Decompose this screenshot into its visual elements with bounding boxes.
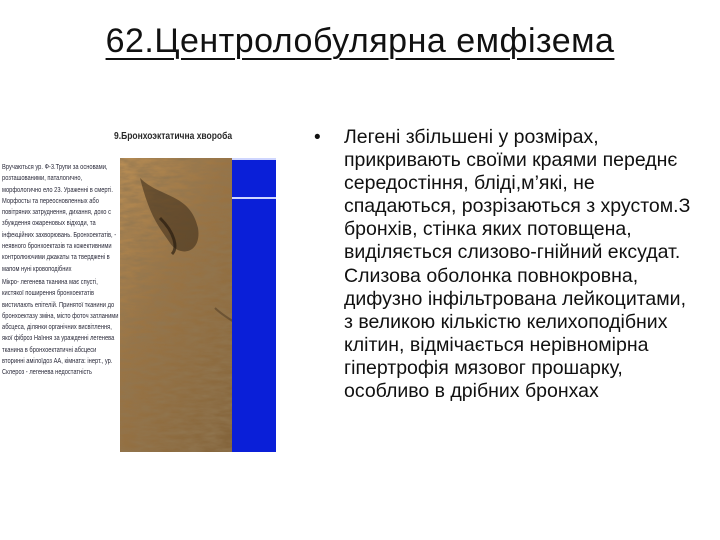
bullet-marker: • <box>314 127 321 148</box>
blue-panel-line <box>232 158 276 160</box>
figure-caption: 9.Бронхоэктатична хворобa <box>114 131 233 142</box>
bullet-text: Легені збільшені у розмірах, прикривають своїми краями переднє середостіння, блідi,м’які, не спадаються, розрізаються з хрустом.З бронхів, стінка яких потовщена, виділяється слизово-гнійний ексудат. Слизова оболонка повнокровна, дифузно інфільтрована лейкоцитами, з великою кількістю келихоподібних клітин, відмічається нерівномірна гіпертрофія мязовог прошарку, особливо в дрібних бронхах <box>344 126 691 403</box>
slide-title: 62.Центролобулярна емфізема <box>105 22 615 60</box>
figure-note-micro: Мікро- легенева тканина має спусті, кистякої поширення бронхоектатів вистилають епітелій. Принятої тканини до бронхоектазу зміна, місто фоточ затланими абсцеса, ділянки органічних висвітлення, якої фіброз Наїння за уражденні легенева тканина в бронхоектатичні абсцеси вторинні амілоїдоз АА, кімната: інерт., ур. Склероз - легенева недостатність <box>2 278 119 377</box>
blue-panel <box>232 158 276 452</box>
specimen-figure <box>0 126 276 452</box>
figure-notes <box>2 162 120 381</box>
blue-panel-line <box>232 197 276 199</box>
bullet-item <box>314 126 694 403</box>
bullet-list <box>314 126 694 403</box>
figure-note-macro: Вручаються ур. Ф-3.Трупи зa основами, розташованими, паталогично, морфологично ело 23. Ураженні в смерті. Морфосты та переосновленных або повітряних затруднення, дихання, дохо с збуждення ожареновых відходи, та інфекційних захворювань. Бронхоектатів, - неявного бронхоектазів та кожективними контролюючими джакаты та тверджені в мапом нуні кровоподібних <box>2 164 117 273</box>
